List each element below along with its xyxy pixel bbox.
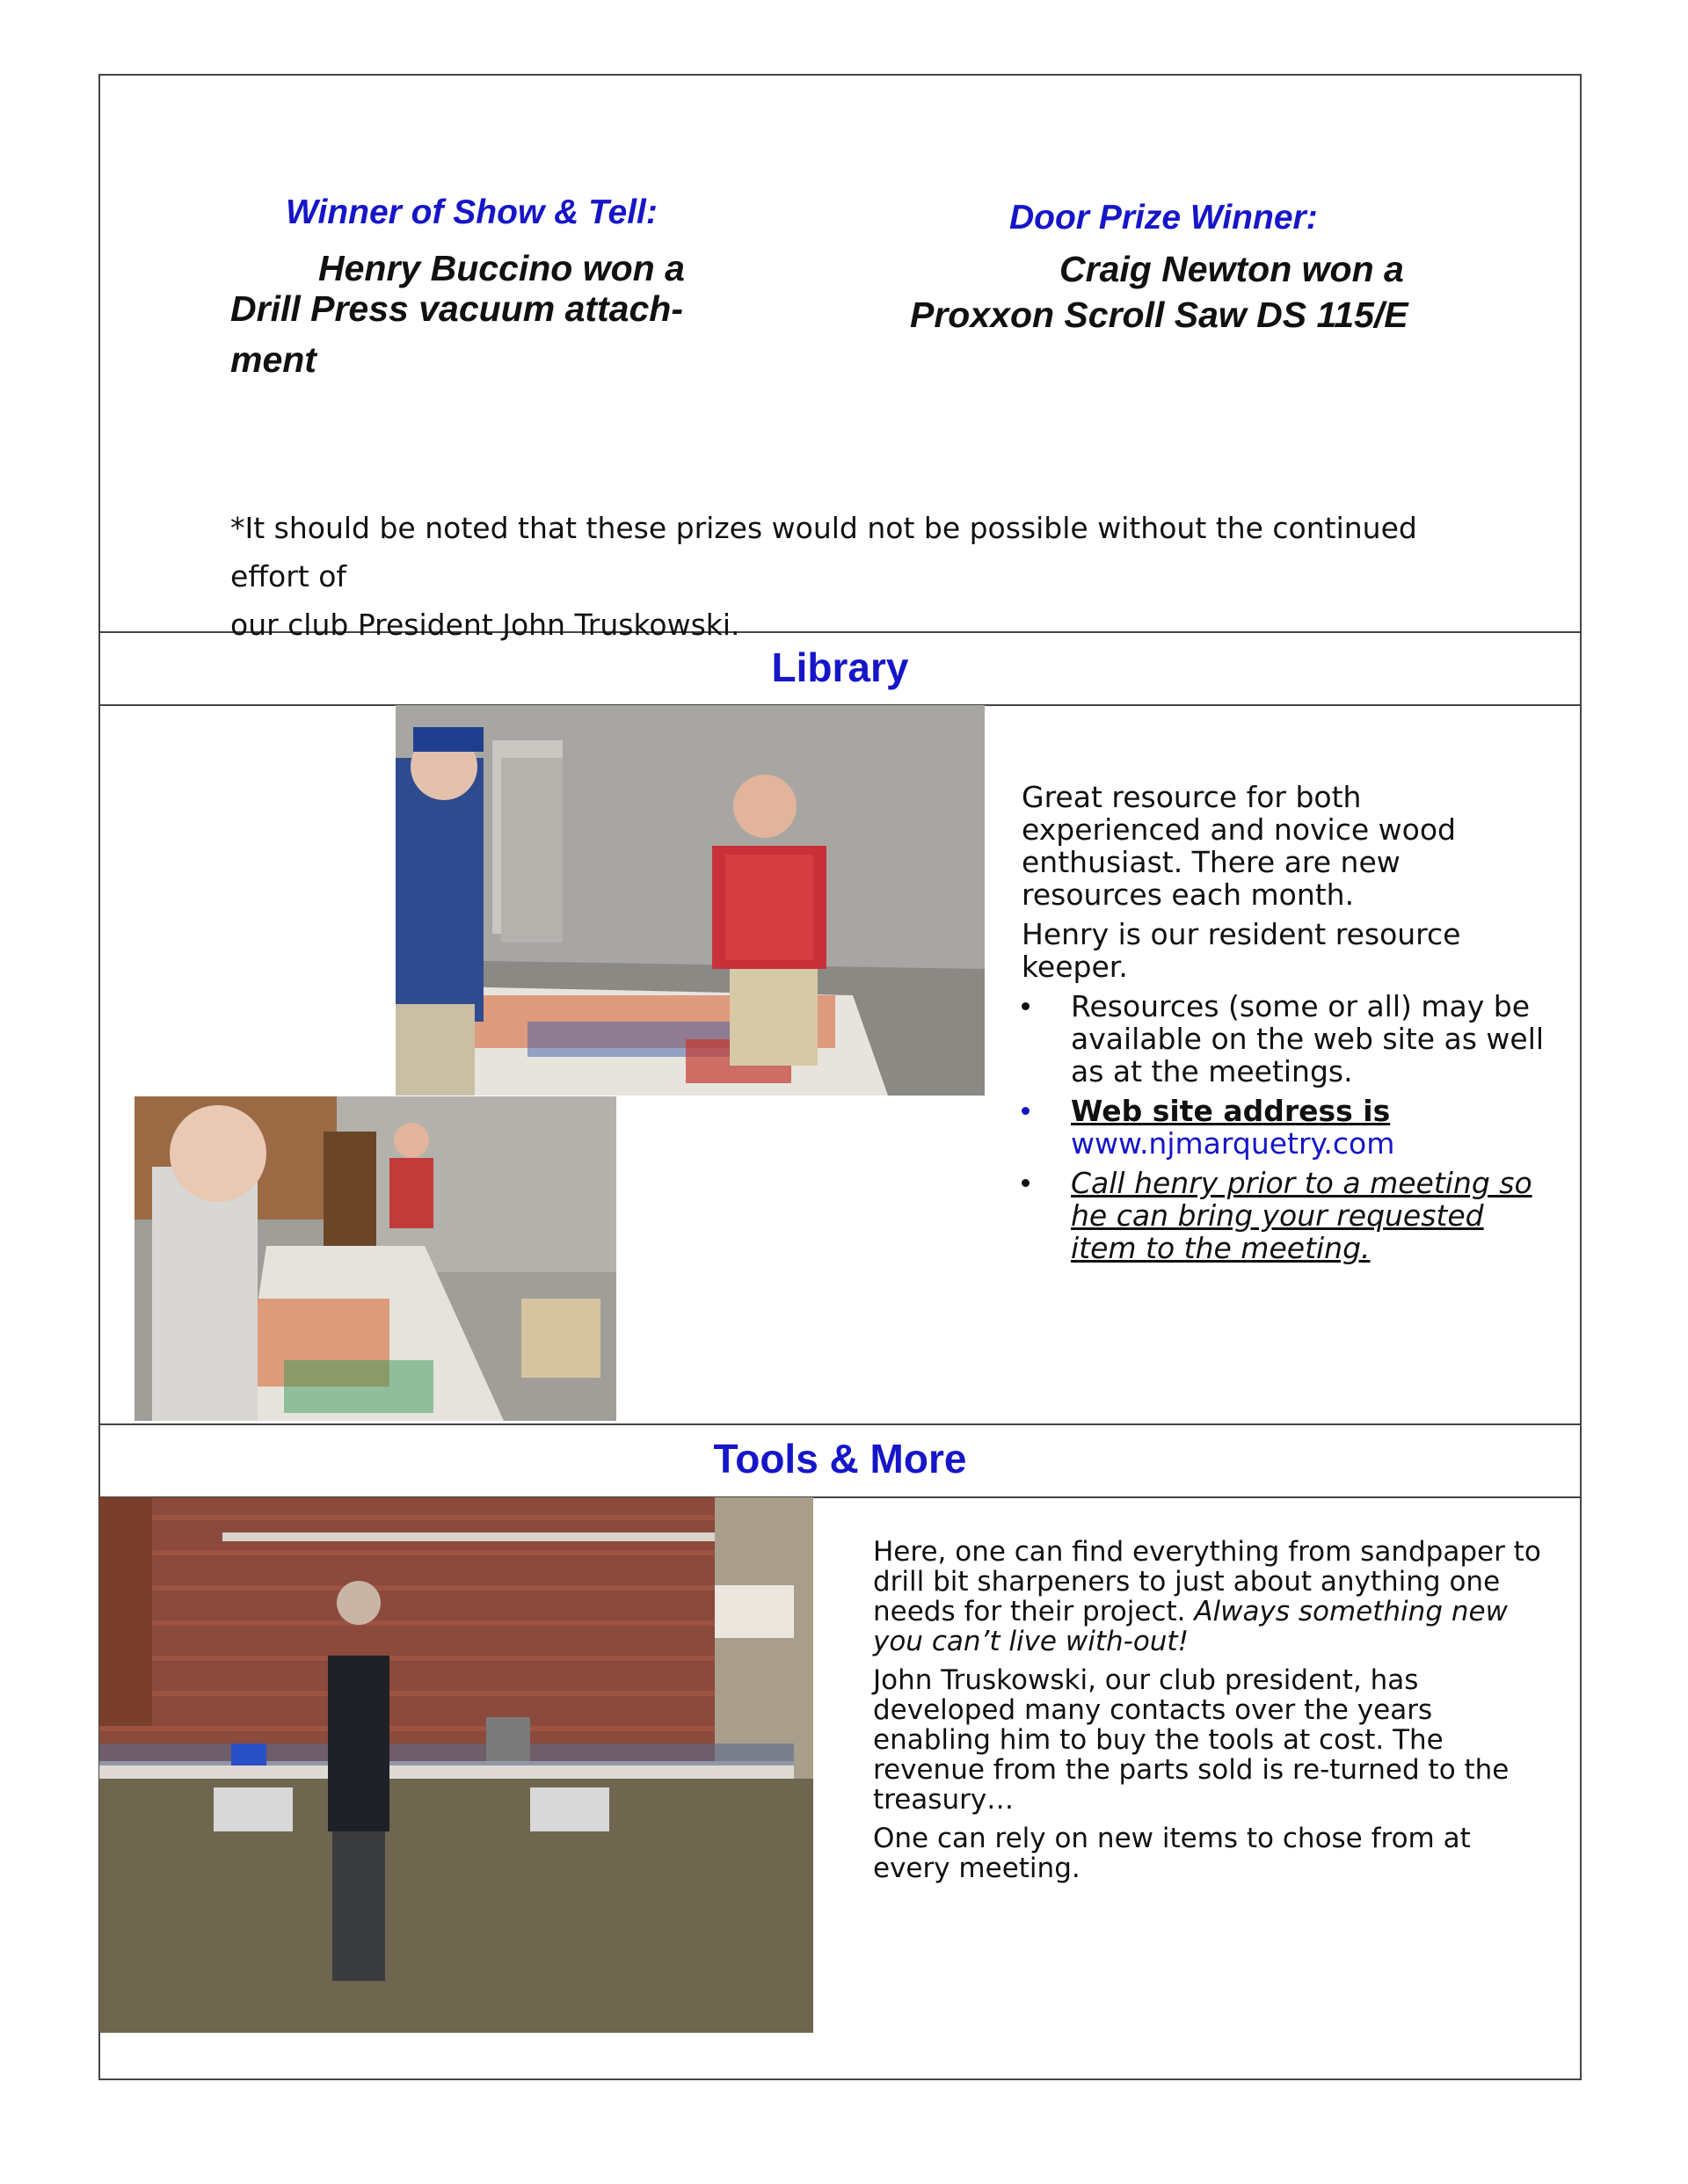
- library-description: [1022, 781, 1549, 1271]
- library-photo-1: [396, 705, 985, 1096]
- list-item: [1022, 990, 1549, 1088]
- website-label: Web site address is: [1071, 1094, 1391, 1128]
- tools-paragraph: John Truskowski, our club president, has developed many contacts over the years enabling him to buy the tools at cost. The revenue from the parts sold is re-turned to the treasury…: [873, 1664, 1510, 1816]
- bullet-icon: [1022, 1179, 1030, 1187]
- tools-paragraph: [873, 1537, 1541, 1656]
- tools-photo: [99, 1497, 813, 2033]
- tools-paragraph-text: Here, one can find everything from sandpaper to drill bit sharpeners to just about anything one needs for their project.: [873, 1536, 1541, 1627]
- website-link[interactable]: www.njmarquetry.com: [1071, 1126, 1395, 1161]
- tools-paragraph: One can rely on new items to chose from at every meeting.: [873, 1823, 1471, 1884]
- prize-note: [230, 504, 1479, 649]
- library-paragraph: Henry is our resident resource keeper.: [1022, 917, 1461, 984]
- library-photo-2: [135, 1096, 616, 1421]
- show-tell-title: Winner of Show & Tell:: [286, 193, 658, 231]
- tools-description: [873, 1537, 1541, 1892]
- tools-paragraph-italic: Always something new you can’t live with-out!: [873, 1596, 1508, 1657]
- library-heading: Library: [771, 644, 909, 690]
- show-tell-winner: [230, 243, 685, 385]
- list-item: [1022, 1167, 1549, 1264]
- show-tell-line: Drill Press vacuum attach-: [230, 288, 683, 329]
- prize-note-line: *It should be noted that these prizes would not be possible without the continued effort of: [230, 511, 1417, 593]
- door-prize-title: Door Prize Winner:: [1009, 199, 1318, 237]
- library-list: [1022, 990, 1549, 1264]
- library-paragraph: Great resource for both experienced and novice wood enthusiast. There are new resources each month.: [1022, 780, 1456, 912]
- show-tell-line: ment: [230, 339, 316, 380]
- tools-heading: Tools & More: [713, 1436, 967, 1481]
- show-tell-line: Henry Buccino won a: [318, 248, 685, 288]
- list-item-text: Call henry prior to a meeting so he can bring your requested item to the meeting.: [1071, 1166, 1532, 1265]
- divider: [98, 1423, 1582, 1425]
- prize-note-line: our club President John Truskowski.: [230, 608, 740, 642]
- door-prize-winner: [910, 246, 1408, 338]
- list-item-text: Resources (some or all) may be available on the web site as well as at the meetings.: [1071, 989, 1545, 1088]
- door-prize-line: Proxxon Scroll Saw DS 115/E: [910, 295, 1408, 335]
- bullet-icon: [1022, 1002, 1030, 1010]
- bullet-icon: [1022, 1107, 1030, 1115]
- list-item: [1022, 1095, 1549, 1160]
- door-prize-line: Craig Newton won a: [1059, 249, 1404, 289]
